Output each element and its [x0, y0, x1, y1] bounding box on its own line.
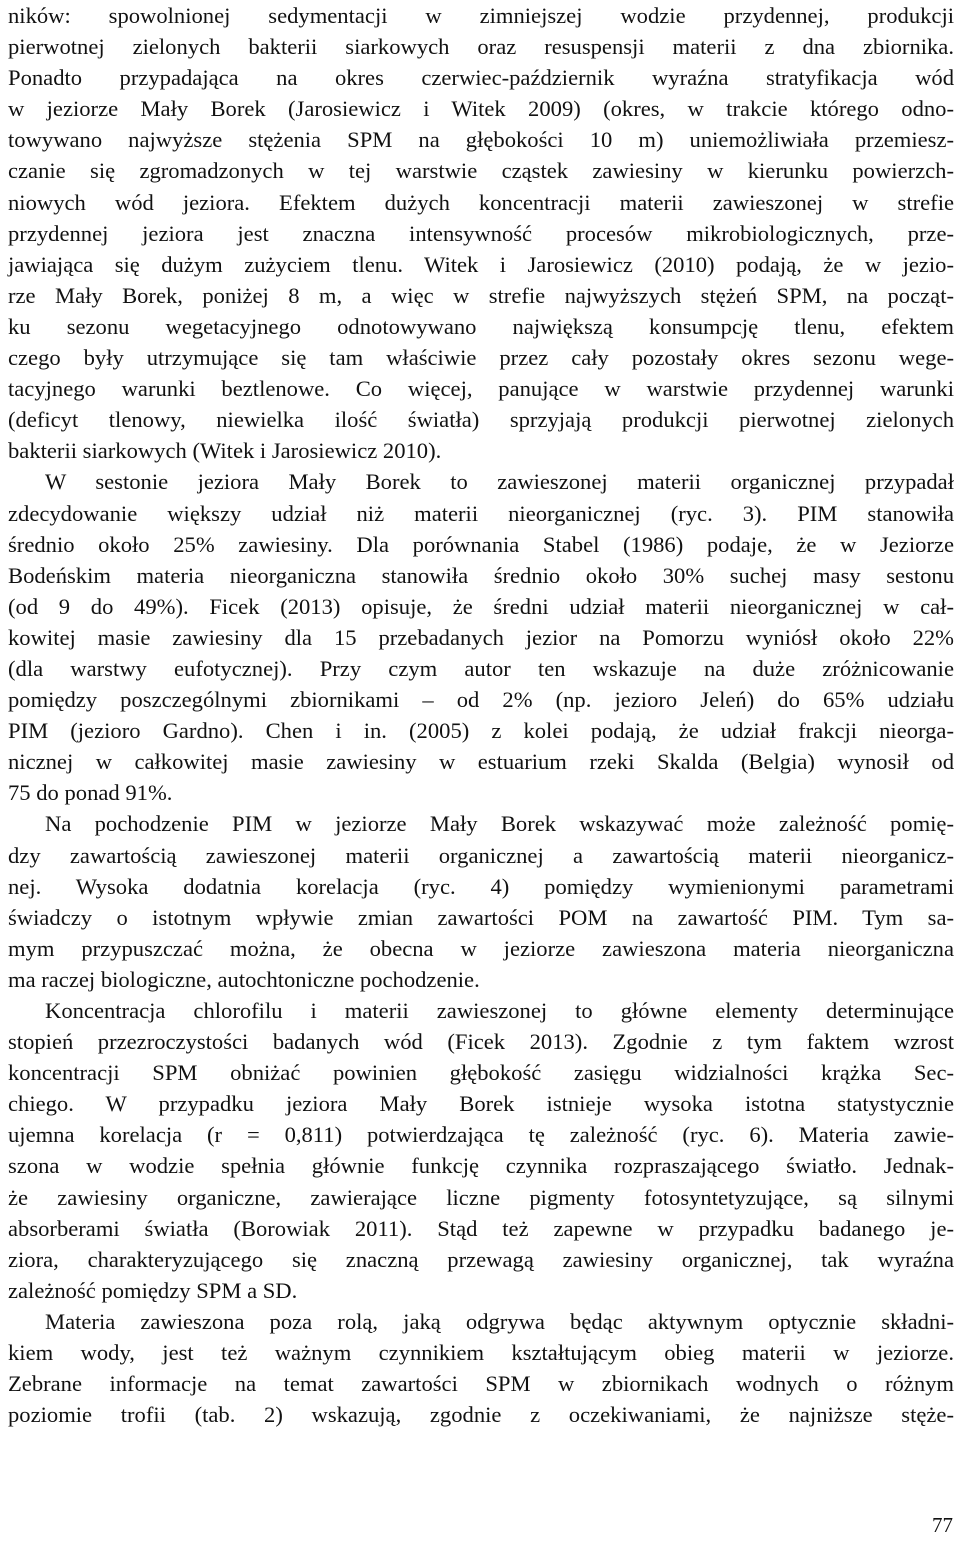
text-line: ku sezonu wegetacyjnego odnotowywano największą konsumpcję tlenu, efektem: [8, 313, 954, 339]
text-line: jawiająca się dużym zużyciem tlenu. Witek i Jarosiewicz (2010) podają, że w jezio-: [8, 251, 954, 277]
paragraph-end-line: 75 do ponad 91%.: [8, 780, 173, 806]
text-line: stopień przezroczystości badanych wód (Ficek 2013). Zgodnie z tym faktem wzrost: [8, 1029, 954, 1055]
text-line: świadczy o istotnym wpływie zmian zawartości POM na zawartość PIM. Tym sa-: [8, 904, 954, 930]
paragraph-end-line: bakterii siarkowych (Witek i Jarosiewicz 2010).: [8, 438, 442, 464]
text-line: nej. Wysoka dodatnia korelacja (ryc. 4) pomiędzy wymienionymi parametrami: [8, 873, 954, 899]
text-line: (deficyt tlenowy, niewielka ilość światła) sprzyjają produkcji pierwotnej zielonych: [8, 407, 954, 433]
text-line: czanie się zgromadzonych w tej warstwie cząstek zawiesiny w kierunku powierzch-: [8, 158, 954, 184]
text-line: Ponadto przypadająca na okres czerwiec-październik wyraźna stratyfikacja wód: [8, 65, 954, 91]
text-line: w jeziorze Mały Borek (Jarosiewicz i Witek 2009) (okres, w trakcie którego odno-: [8, 96, 954, 122]
paragraph-start-line: Koncentracja chlorofilu i materii zawieszonej to główne elementy determinujące: [45, 998, 954, 1023]
text-line: dzy zawartością zawieszonej materii organicznej a zawartością materii nieorganicz-: [8, 842, 954, 868]
text-line: tacyjnego warunki beztlenowe. Co więcej, panujące w warstwie przydennej warunki: [8, 376, 954, 402]
text-line: szona w wodzie spełnia głównie funkcję czynnika rozpraszającego światło. Jednak-: [8, 1153, 954, 1179]
paragraph-end-line: zależność pomiędzy SPM a SD.: [8, 1277, 298, 1303]
paragraph-start-line: Na pochodzenie PIM w jeziorze Mały Borek wskazywać może zależność pomię-: [45, 811, 954, 837]
text-line: rze Mały Borek, poniżej 8 m, a więc w strefie najwyższych stężeń SPM, na począt-: [8, 282, 954, 308]
text-line: pomiędzy poszczególnymi zbiornikami – od 2% (np. jezioro Jeleń) do 65% udziału: [8, 687, 954, 713]
text-line: towywano najwyższe stężenia SPM na głębokości 10 m) uniemożliwiała przemiesz-: [8, 127, 954, 153]
paragraph-start-line: W sestonie jeziora Mały Borek to zawieszonej materii organicznej przypadał: [45, 469, 954, 495]
text-line: nicznej w całkowitej masie zawiesiny w estuarium rzeki Skalda (Belgia) wynosił od: [8, 749, 954, 775]
text-line: PIM (jezioro Gardno). Chen i in. (2005) z kolei podają, że udział frakcji nieorga-: [8, 718, 954, 744]
text-line: czego były utrzymujące się tam właściwie przez cały pozostały okres sezonu wege-: [8, 345, 954, 371]
text-line: (dla warstwy eufotycznej). Przy czym autor ten wskazuje na duże zróżnicowanie: [8, 655, 954, 681]
text-line: średnio około 25% zawiesiny. Dla porównania Stabel (1986) podaje, że w Jeziorze: [8, 531, 954, 557]
text-line: że zawiesiny organiczne, zawierające liczne pigmenty fotosyntetyzujące, są silnymi: [8, 1184, 954, 1210]
text-line: Zebrane informacje na temat zawartości SPM w zbiornikach wodnych o różnym: [8, 1371, 954, 1397]
text-line: kowitej masie zawiesiny dla 15 przebadanych jezior na Pomorzu wyniósł około 22%: [8, 624, 954, 650]
body-text: [8, 0, 954, 1430]
text-line: zdecydowanie większy udział niż materii nieorganicznej (ryc. 3). PIM stanowiła: [8, 500, 954, 526]
text-line: chiego. W przypadku jeziora Mały Borek istnieje wysoka istotna statystycznie: [8, 1091, 954, 1117]
text-line: mym przypuszczać można, że obecna w jeziorze zawieszona materia nieorganiczna: [8, 935, 954, 961]
text-line: niowych wód jeziora. Efektem dużych koncentracji materii zawieszonej w strefie: [8, 189, 954, 215]
text-line: poziomie trofii (tab. 2) wskazują, zgodnie z oczekiwaniami, że najniższe stęże-: [8, 1402, 954, 1428]
paragraph-start-line: Materia zawieszona poza rolą, jaką odgrywa będąc aktywnym optycznie składni-: [45, 1308, 954, 1334]
text-line: absorberami światła (Borowiak 2011). Stąd też zapewne w przypadku badanego je-: [8, 1215, 954, 1241]
paragraph-end-line: ma raczej biologiczne, autochtoniczne pochodzenie.: [8, 966, 480, 992]
text-line: ników: spowolnionej sedymentacji w zimniejszej wodzie przydennej, produkcji: [8, 3, 954, 28]
text-line: przydennej jeziora jest znaczna intensywność procesów mikrobiologicznych, prze-: [8, 220, 954, 246]
text-line: pierwotnej zielonych bakterii siarkowych oraz resuspensji materii z dna zbiornika.: [8, 34, 954, 60]
text-line: ujemna korelacja (r = 0,811) potwierdzająca tę zależność (ryc. 6). Materia zawie-: [8, 1122, 954, 1148]
text-line: koncentracji SPM obniżać powinien głębokość zasięgu widzialności krążka Sec-: [8, 1060, 954, 1086]
page-number: 77: [932, 1513, 953, 1537]
text-line: (od 9 do 49%). Ficek (2013) opisuje, że średni udział materii nieorganicznej w cał-: [8, 593, 954, 619]
text-line: kiem wody, jest też ważnym czynnikiem kształtującym obieg materii w jeziorze.: [8, 1340, 954, 1366]
text-line: ziora, charakteryzującego się znaczną przewagą zawiesiny organicznej, tak wyraźna: [8, 1246, 954, 1272]
text-line: Bodeńskim materia nieorganiczna stanowiła średnio około 30% suchej masy sestonu: [8, 562, 954, 588]
